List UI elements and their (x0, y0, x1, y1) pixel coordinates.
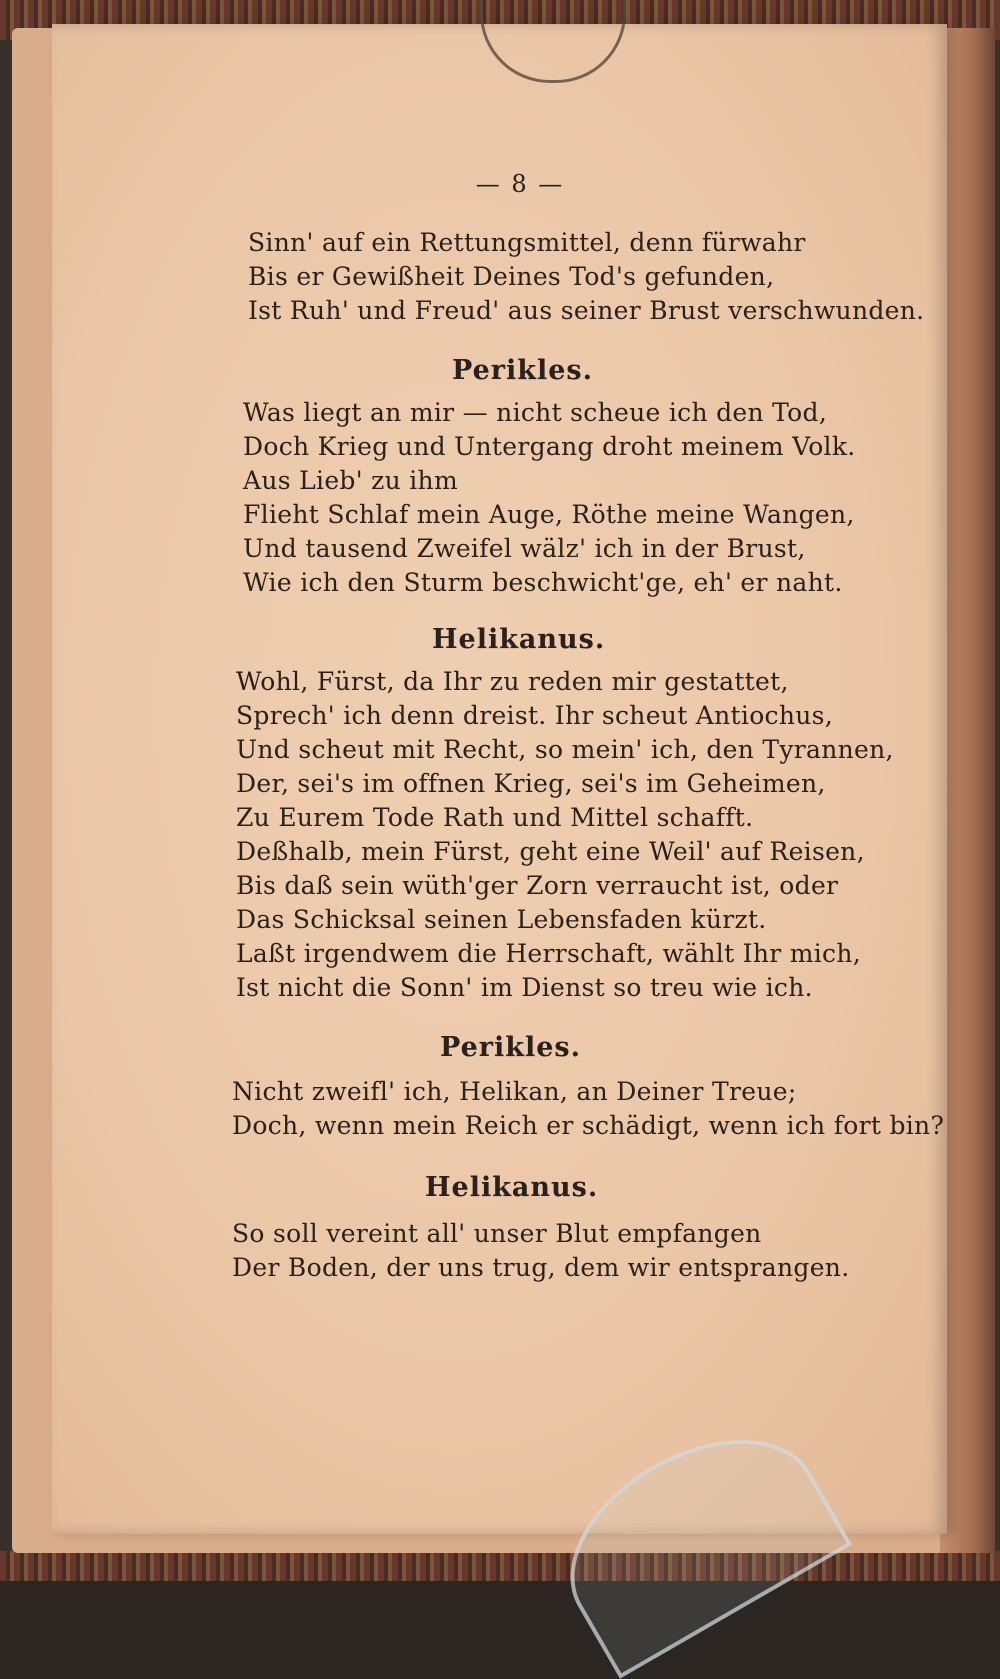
verse-line: Der Boden, der uns trug, dem wir entsprangen. (232, 1253, 850, 1282)
verse-line: Wohl, Fürst, da Ihr zu reden mir gestattet, (236, 667, 789, 696)
verse-line: Der, sei's im offnen Krieg, sei's im Geheimen, (236, 769, 826, 798)
verse-line: Das Schicksal seinen Lebensfaden kürzt. (236, 905, 767, 934)
verse-line: Sprech' ich denn dreist. Ihr scheut Antiochus, (236, 701, 834, 730)
speaker-name: Helikanus. (425, 1172, 599, 1203)
verse-line: Laßt irgendwem die Herrschaft, wählt Ihr mich, (236, 939, 861, 968)
verse-line: Nicht zweifl' ich, Helikan, an Deiner Treue; (232, 1077, 797, 1106)
verse-line: Wie ich den Sturm beschwicht'ge, eh' er naht. (243, 568, 843, 597)
verse-line: Und scheut mit Recht, so mein' ich, den Tyrannen, (236, 735, 894, 764)
verse-line: Sinn' auf ein Rettungsmittel, denn fürwahr (248, 228, 806, 257)
verse-line: Zu Eurem Tode Rath und Mittel schafft. (236, 803, 754, 832)
verse-line: Aus Lieb' zu ihm (243, 466, 458, 495)
verse-line: Doch Krieg und Untergang droht meinem Volk. (243, 432, 856, 461)
verse-line: Flieht Schlaf mein Auge, Röthe meine Wangen, (243, 500, 855, 529)
verse-line: So soll vereint all' unser Blut empfangen (232, 1219, 762, 1248)
verse-line: Ist nicht die Sonn' im Dienst so treu wie ich. (236, 973, 813, 1002)
verse-line: Deßhalb, mein Fürst, geht eine Weil' auf Reisen, (236, 837, 865, 866)
speaker-name: Perikles. (452, 355, 593, 386)
page-number: — 8 — (475, 170, 565, 198)
verse-line: Ist Ruh' und Freud' aus seiner Brust verschwunden. (248, 296, 925, 325)
verse-line: Bis er Gewißheit Deines Tod's gefunden, (248, 262, 775, 291)
verse-line: Doch, wenn mein Reich er schädigt, wenn ich fort bin? (232, 1111, 945, 1140)
verse-line: Was liegt an mir — nicht scheue ich den Tod, (243, 398, 828, 427)
speaker-name: Perikles. (440, 1032, 581, 1063)
verse-line: Und tausend Zweifel wälz' ich in der Brust, (243, 534, 806, 563)
speaker-name: Helikanus. (432, 624, 606, 655)
verse-line: Bis daß sein wüth'ger Zorn verraucht ist, oder (236, 871, 839, 900)
